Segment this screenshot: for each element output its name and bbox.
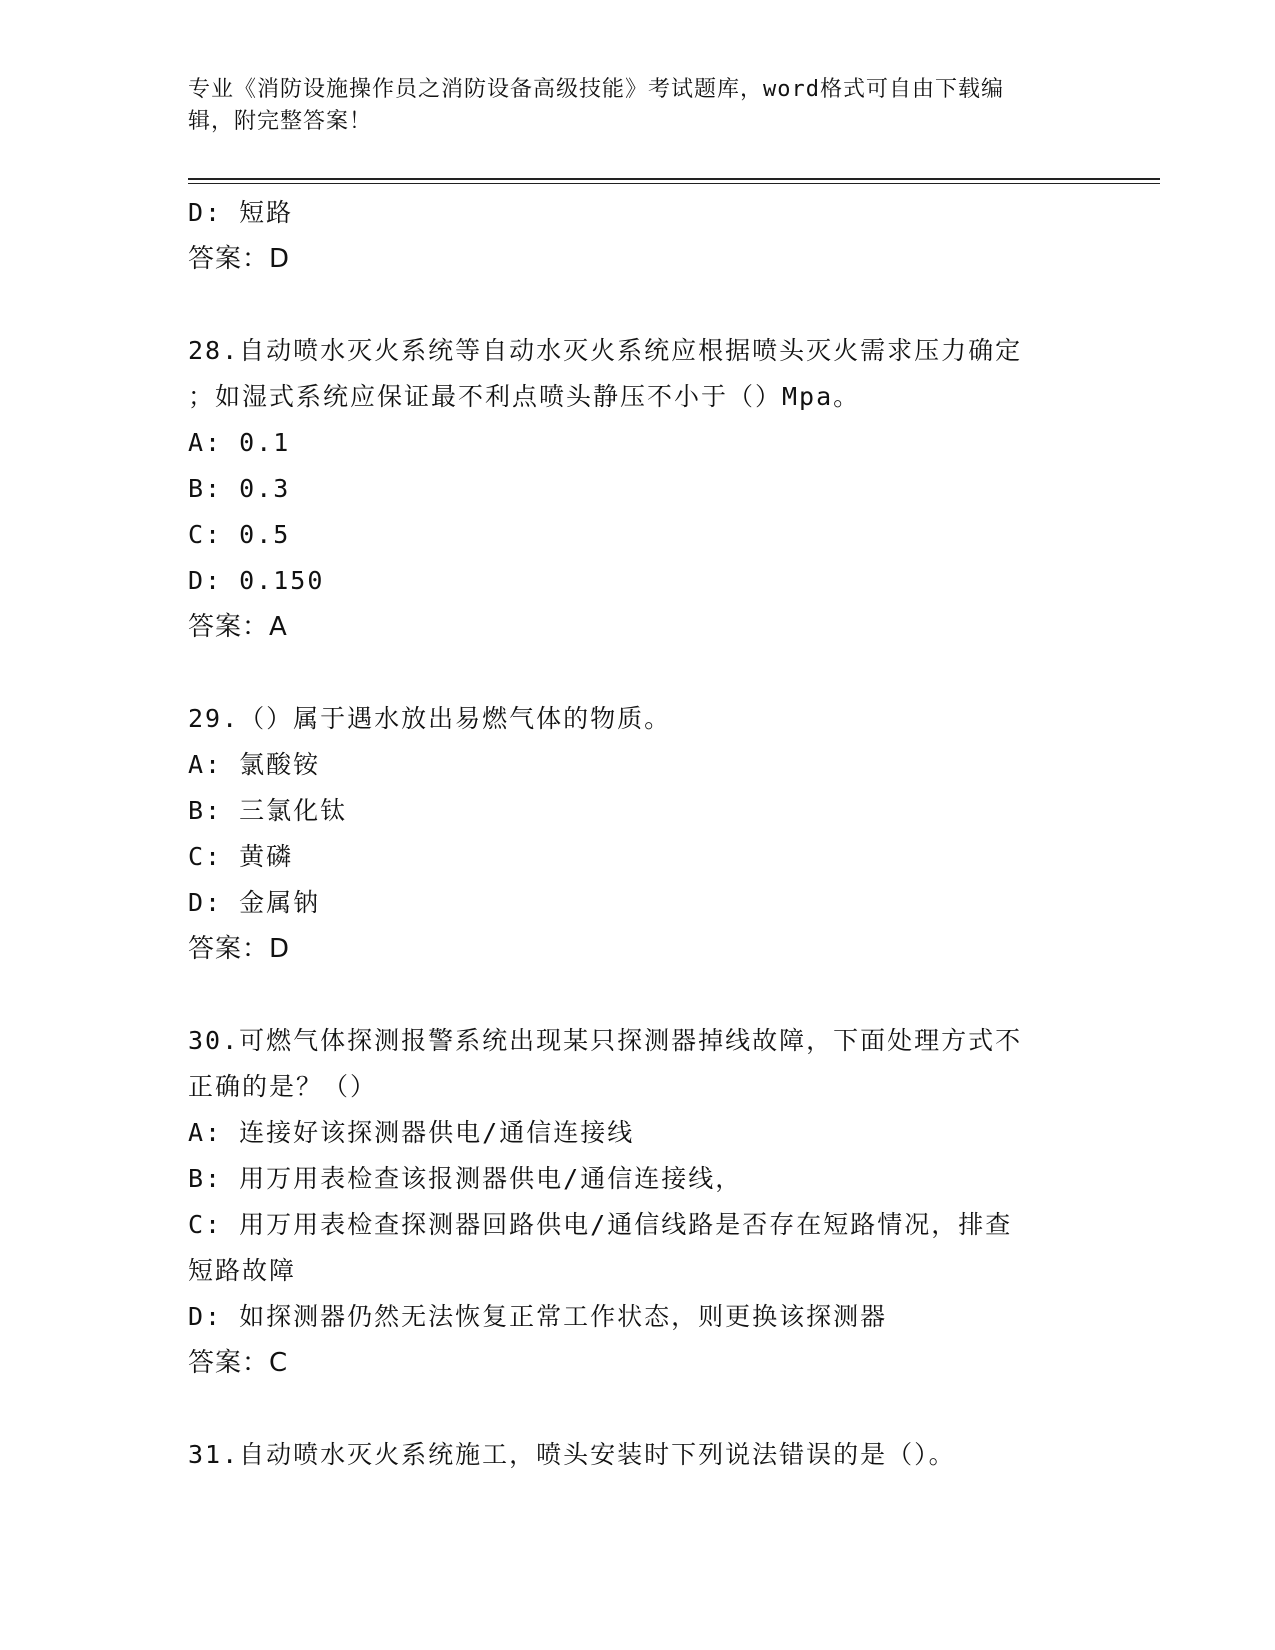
answer-line: 答案：A <box>188 612 288 642</box>
question-31 <box>188 1432 1088 1478</box>
question-29 <box>188 696 1088 972</box>
question-stem-line-1: 30.可燃气体探测报警系统出现某只探测器掉线故障，下面处理方式不 <box>188 1026 1023 1055</box>
question-stem-line-2: ；如湿式系统应保证最不利点喷头静压不小于（）Mpa。 <box>188 382 861 411</box>
option-d: D: 金属钠 <box>188 888 321 917</box>
option-a: A: 连接好该探测器供电/通信连接线 <box>188 1118 635 1147</box>
header-divider-thick <box>188 178 1160 180</box>
option-c-continuation: 短路故障 <box>188 1256 297 1285</box>
option-c: C: 黄磷 <box>188 842 294 871</box>
document-header <box>188 74 1068 138</box>
question-27-fragment <box>188 190 1088 282</box>
option-c: C: 用万用表检查探测器回路供电/通信线路是否存在短路情况，排查 <box>188 1210 1013 1239</box>
question-stem-line-1: 31.自动喷水灭火系统施工，喷头安装时下列说法错误的是（）。 <box>188 1440 956 1469</box>
question-28 <box>188 328 1088 650</box>
option-d: D: 短路 <box>188 198 294 227</box>
question-stem-line-1: 29.（）属于遇水放出易燃气体的物质。 <box>188 704 672 733</box>
option-d: D: 如探测器仍然无法恢复正常工作状态，则更换该探测器 <box>188 1302 888 1331</box>
answer-line: 答案：C <box>188 1348 289 1378</box>
question-stem-line-2: 正确的是？（） <box>188 1072 378 1101</box>
header-line-1: 专业《消防设施操作员之消防设备高级技能》考试题库，word格式可自由下载编 <box>188 77 1004 102</box>
answer-line: 答案：D <box>188 934 291 964</box>
answer-line: 答案：D <box>188 244 291 274</box>
header-divider-thin <box>188 183 1160 184</box>
option-a: A: 0.1 <box>188 428 291 457</box>
option-a: A: 氯酸铵 <box>188 750 321 779</box>
question-list <box>188 190 1088 1478</box>
question-stem-line-1: 28.自动喷水灭火系统等自动水灭火系统应根据喷头灭火需求压力确定 <box>188 336 1023 365</box>
option-b: B: 用万用表检查该报测器供电/通信连接线， <box>188 1164 743 1193</box>
option-b: B: 三氯化钛 <box>188 796 348 825</box>
option-b: B: 0.3 <box>188 474 291 503</box>
question-30 <box>188 1018 1088 1386</box>
option-c: C: 0.5 <box>188 520 291 549</box>
option-d: D: 0.150 <box>188 566 325 595</box>
header-line-2: 辑，附完整答案！ <box>188 109 373 134</box>
